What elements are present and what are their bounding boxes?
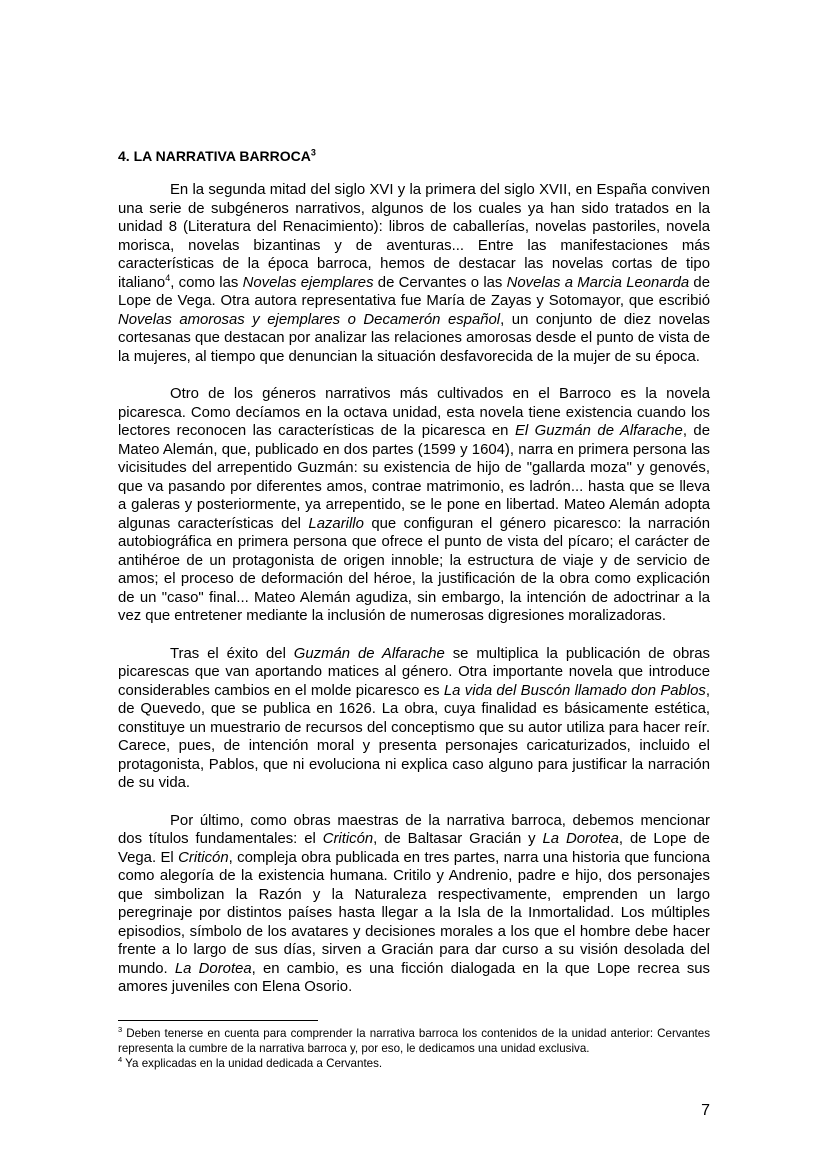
text-run: de Cervantes o las	[373, 274, 507, 291]
text-run: que configuran el género picaresco: la narración autobiográfica en primera persona que ofrece el punto de vista del pícaro; el carácter de antihéroe de un protagonista de origen innoble; la estructura de viaje y de servicio de amos; el proceso de deformación del héroe, la justificación de la obra como explicación de un "caso" final... Mateo Alemán agudiza, sin embargo, la intención de adoctrinar a la vez que entretener mediante la inclusión de numerosas digresiones moralizadoras.	[118, 515, 710, 624]
text-run: , como las	[170, 274, 243, 291]
text-run: , de Quevedo, que se publica en 1626. La obra, cuya finalidad es básicamente estética, constituye un muestrario de recursos del conceptismo que su autor utiliza para hacer reír. Carece, pues, de intención moral y presenta personajes caricaturizados, incluido el protagonista, Pablos, que ni evoluciona ni explica caso alguno para justificar la narración de su vida.	[118, 682, 710, 791]
text-run: , de Mateo Alemán, que, publicado en dos partes (1599 y 1604), narra en primera persona las vicisitudes del arrepentido Guzmán: su existencia de hijo de "gallarda moza" y genovés, que va pasando por diferentes amos, contrae matrimonio, es ladrón... hasta que se lleva a galeras y posteriormente, ya arrepentido, se le pone en libertad. Mateo Alemán adopta algunas características del	[118, 423, 710, 532]
footnotes	[118, 1026, 710, 1071]
italic-title: Criticón	[178, 849, 229, 866]
text-run: Otro de los géneros narrativos más cultivados en el Barroco es la novela picaresca. Como decíamos en la octava unidad, esta novela tiene existencia cuando los lectores reconocen las características de la picaresca en	[118, 386, 710, 439]
section-heading	[118, 146, 316, 166]
italic-title: La Dorotea	[174, 960, 252, 977]
text-run: , de Lope de Vega. El	[118, 831, 710, 866]
italic-title: Novelas amorosas y ejemplares o Decamerón español	[118, 311, 501, 328]
footnote-number: 4	[118, 1055, 123, 1065]
footnote-text: Deben tenerse en cuenta para comprender la narrativa barroca los contenidos de la unidad anterior: Cervantes representa la cumbre de la narrativa barroca y, por eso, le dedicamos una unidad exclusiva.	[118, 1027, 710, 1055]
footnote-separator	[118, 1020, 318, 1021]
paragraph	[118, 645, 710, 793]
text-run: , compleja obra publicada en tres partes, narra una historia que funciona como alegoría de la existencia humana. Critilo y Andrenio, padre e hijo, dos personajes que simbolizan la Razón y la Naturaleza respectivamente, emprenden un largo peregrinaje por distintos países hasta llegar a la Isla de la Inmortalidad. Los múltiples episodios, símbolo de los avatares y decisiones morales a los que el hombre debe hacer frente a lo largo de sus días, sirven a Gracián para dar curso a su visión desolada del mundo.	[118, 849, 710, 977]
italic-title: El Guzmán de Alfarache	[514, 423, 683, 439]
italic-title: Lazarillo	[308, 515, 364, 532]
text-run: de Lope de Vega. Otra autora representativa fue María de Zayas y Sotomayor, que escribió	[118, 274, 710, 309]
footnote-number: 3	[118, 1025, 123, 1035]
italic-title: La Dorotea	[542, 831, 619, 847]
footnote-text: Ya explicadas en la unidad dedicada a Cervantes.	[122, 1057, 383, 1070]
section-heading-text: 4. LA NARRATIVA BARROCA	[118, 148, 311, 164]
italic-title: Criticón	[322, 831, 374, 847]
footnote	[118, 1056, 710, 1071]
paragraph	[118, 181, 710, 366]
italic-title: Novelas ejemplares	[242, 274, 374, 291]
paragraph	[118, 812, 710, 997]
body-text	[118, 181, 710, 1016]
footnote	[118, 1026, 710, 1056]
italic-title: Novelas a Marcia Leonarda	[506, 274, 690, 291]
text-run: , en cambio, es una ficción dialogada en la que Lope recrea sus amores juveniles con Elena Osorio.	[118, 960, 710, 995]
text-run: Por último, como obras maestras de la narrativa barroca, debemos mencionar dos títulos fundamentales: el	[118, 812, 710, 847]
text-run: , de Baltasar Gracián y	[373, 831, 543, 847]
footnote-ref-3: 3	[310, 147, 316, 158]
italic-title: La vida del Buscón llamado don Pablos	[443, 682, 706, 699]
paragraph	[118, 385, 710, 626]
footnote-ref: 4	[165, 272, 171, 283]
page-number: 7	[701, 1102, 710, 1119]
text-run: Tras el éxito del	[170, 645, 294, 662]
text-run: , un conjunto de diez novelas cortesanas que destacan por analizar las relaciones amorosas desde el punto de vista de la mujeres, al tiempo que denuncian la situación desfavorecida de la mujer de su época.	[118, 311, 711, 365]
text-run: En la segunda mitad del siglo XVI y la primera del siglo XVII, en España conviven una serie de subgéneros narrativos, algunos de los cuales ya han sido tratados en la unidad 8 (Literatura del Renacimiento): libros de caballerías, novelas pastoriles, novela morisca, novelas bizantinas y de aventuras... Entre las manifestaciones más características de la época barroca, hemos de destacar las novelas cortas de tipo italiano	[118, 182, 710, 291]
italic-title: Guzmán de Alfarache	[293, 645, 445, 662]
text-run: se multiplica la publicación de obras picarescas que van aportando matices al género. Otra importante novela que introduce considerables cambios en el molde picaresco es	[118, 645, 710, 699]
